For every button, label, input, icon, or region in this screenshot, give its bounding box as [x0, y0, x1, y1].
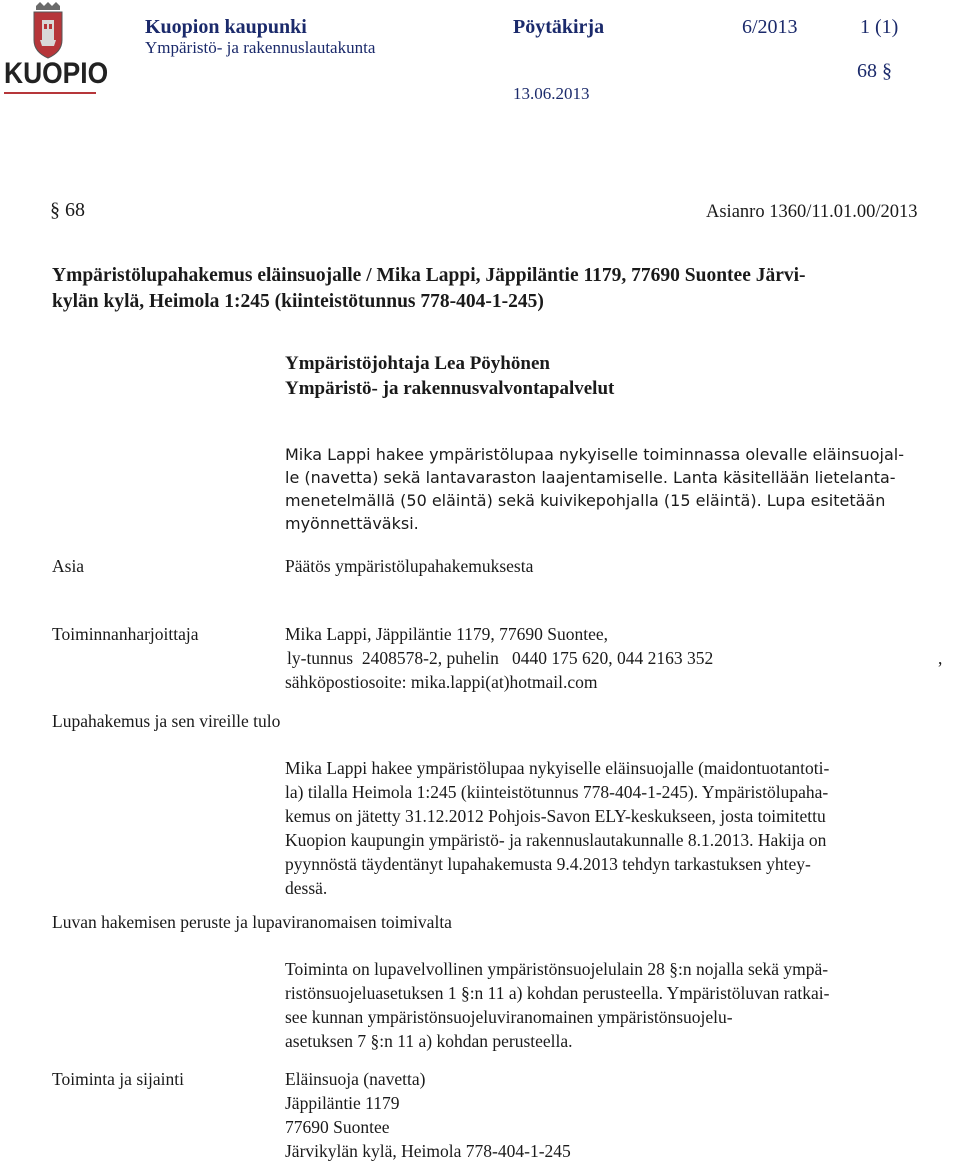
authority-line: ristönsuojeluasetuksen 1 §:n 11 a) kohdan perusteella. Ympäristöluvan ratkai-: [285, 983, 830, 1003]
location-line: Järvikylän kylä, Heimola 778-404-1-245: [285, 1141, 571, 1161]
application-line: kemus on jätetty 31.12.2012 Pohjois-Savon ELY-keskukseen, josta toimitettu: [285, 806, 826, 826]
location-line: 77690 Suontee: [285, 1117, 390, 1137]
application-line: Kuopion kaupungin ympäristö- ja rakennuslautakunnalle 8.1.2013. Hakija on: [285, 830, 827, 850]
application-label: Lupahakemus ja sen vireille tulo: [52, 711, 281, 731]
summary-line: menetelmällä (50 eläintä) sekä kuivikepohjalla (15 eläintä). Lupa esitetään: [285, 491, 886, 510]
operator-label: Toiminnanharjoittaja: [52, 624, 199, 644]
asia-label: Asia: [52, 556, 85, 576]
document-title-line-2: kylän kylä, Heimola 1:245 (kiinteistötunnus 778-404-1-245): [52, 291, 544, 312]
page-count: 1 (1): [860, 16, 899, 38]
application-paragraph: [285, 756, 955, 900]
application-line: Mika Lappi hakee ympäristölupaa nykyiselle eläinsuojalle (maidontuotantoti-: [285, 758, 830, 778]
summary-line: myönnettäväksi.: [285, 514, 419, 533]
location-label: Toiminta ja sijainti: [52, 1069, 184, 1089]
operator-trailing-comma: ,: [938, 648, 943, 668]
doc-type: Pöytäkirja: [513, 16, 605, 38]
location-line: Jäppiläntie 1179: [285, 1093, 400, 1113]
location-line: Eläinsuoja (navetta): [285, 1069, 426, 1089]
meeting-date: 13.06.2013: [513, 84, 590, 103]
authority-line: asetuksen 7 §:n 11 a) kohdan perusteella.: [285, 1031, 573, 1051]
section-ref: 68 §: [857, 60, 892, 82]
summary-line: le (navetta) sekä lantavaraston laajentamiselle. Lanta käsitellään lietelanta-: [285, 468, 896, 487]
preparer-name: Ympäristöjohtaja Lea Pöyhönen: [285, 353, 550, 374]
location-block: [285, 1067, 955, 1163]
application-line: pyynnöstä täydentänyt lupahakemusta 9.4.2013 tehdyn tarkastuksen yhtey-: [285, 854, 811, 874]
application-line: dessä.: [285, 878, 328, 898]
authority-line: Toiminta on lupavelvollinen ympäristönsuojelulain 28 §:n nojalla sekä ympä-: [285, 959, 829, 979]
summary-paragraph: [285, 443, 955, 535]
asia-value: Päätös ympäristölupahakemuksesta: [285, 556, 534, 576]
case-number: Asianro 1360/11.01.00/2013: [706, 202, 918, 222]
operator-email: sähköpostiosoite: mika.lappi(at)hotmail.com: [285, 672, 598, 692]
doc-number: 6/2013: [742, 16, 798, 38]
section-number: § 68: [50, 199, 85, 221]
operator-line-1: Mika Lappi, Jäppiläntie 1179, 77690 Suontee,: [285, 624, 609, 644]
document-title-line-1: Ympäristölupahakemus eläinsuojalle / Mika Lappi, Jäppiläntie 1179, 77690 Suontee Järvi-: [52, 265, 806, 286]
logo-wordmark: KUOPIO: [4, 57, 109, 90]
preparer-unit: Ympäristö- ja rakennusvalvontapalvelut: [285, 378, 615, 399]
kuopio-logo: [0, 0, 109, 100]
committee-name: Ympäristö- ja rakennuslautakunta: [145, 38, 376, 57]
application-line: la) tilalla Heimola 1:245 (kiinteistötunnus 778-404-1-245). Ympäristölupaha-: [285, 782, 829, 802]
authority-paragraph: [285, 957, 955, 1053]
authority-label: Luvan hakemisen peruste ja lupaviranomaisen toimivalta: [52, 912, 452, 932]
summary-line: Mika Lappi hakee ympäristölupaa nykyiselle toiminnassa olevalle eläinsuojal-: [285, 445, 904, 464]
org-name: Kuopion kaupunki: [145, 16, 307, 38]
authority-line: see kunnan ympäristönsuojeluviranomainen ympäristönsuojelu-: [285, 1007, 733, 1027]
operator-line-2: ly-tunnus 2408578-2, puhelin 0440 175 620, 044 2163 352: [287, 648, 714, 668]
logo-underline: [4, 92, 96, 94]
